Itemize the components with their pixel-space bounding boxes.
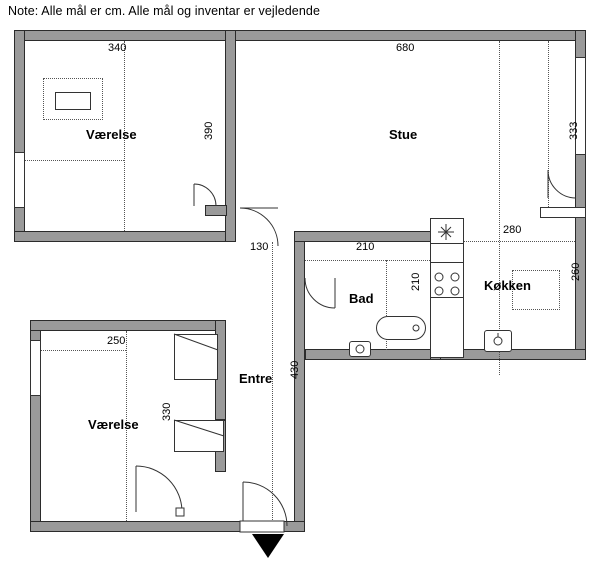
room-label-bad: Bad — [349, 291, 374, 306]
window-left-lower — [30, 340, 41, 396]
measure-line-vaerelse-top-h — [25, 160, 124, 161]
dimension-390: 390 — [203, 121, 215, 140]
room-label-entre: Entre — [239, 371, 273, 386]
note-text: Note: Alle mål er cm. Alle mål og inventar er vejledende — [8, 4, 321, 18]
wall-mid-left — [14, 231, 236, 242]
dimension-210-side: 210 — [410, 272, 422, 291]
door-arc-entrance — [243, 482, 287, 526]
room-label-koekken: Køkken — [484, 278, 531, 293]
washbasin-icon — [349, 341, 371, 357]
room-label-vaerelse-top: Værelse — [86, 127, 137, 142]
dimension-430: 430 — [289, 360, 301, 379]
window-left-upper — [14, 152, 25, 208]
wall-lower-top — [30, 320, 226, 331]
window-right-upper — [575, 57, 586, 155]
wall-left-upper — [14, 30, 25, 242]
furniture-bed-top-inner — [55, 92, 91, 110]
measure-line-bad — [305, 260, 430, 261]
wall-bottom — [30, 521, 305, 532]
measure-line-vaerelse-bot — [41, 350, 126, 351]
bathtub-icon — [376, 316, 426, 340]
door-arc-bad — [305, 278, 335, 308]
furniture-wardrobe-2 — [174, 420, 224, 452]
wall-top — [14, 30, 586, 41]
measure-line-stue — [499, 41, 500, 375]
measure-line-right-333 — [548, 41, 549, 211]
dimension-340: 340 — [108, 42, 127, 54]
room-label-vaerelse-bottom: Værelse — [88, 417, 139, 432]
window-right-lower — [540, 207, 586, 218]
door-arc-vaerelse-bottom — [136, 466, 182, 512]
dimension-260: 260 — [570, 262, 582, 281]
entrance-arrow-icon — [252, 534, 284, 558]
furniture-wardrobe-1 — [174, 334, 218, 380]
dimension-680: 680 — [396, 42, 415, 54]
dimension-280: 280 — [503, 224, 522, 236]
wall-nub-entre — [205, 205, 227, 216]
door-arc-vaerelse-top — [194, 184, 216, 206]
dimension-250: 250 — [107, 335, 126, 347]
wall-vert-entre-right — [294, 231, 305, 531]
dimension-210-top: 210 — [356, 241, 375, 253]
dimension-333: 333 — [568, 121, 580, 140]
door-arc-balcony — [548, 170, 576, 198]
dimension-330: 330 — [161, 402, 173, 421]
dimension-130: 130 — [250, 241, 269, 253]
room-label-stue: Stue — [389, 127, 418, 142]
counter-divider — [430, 243, 464, 244]
stove-icon — [430, 262, 464, 298]
sink-icon — [484, 330, 512, 352]
